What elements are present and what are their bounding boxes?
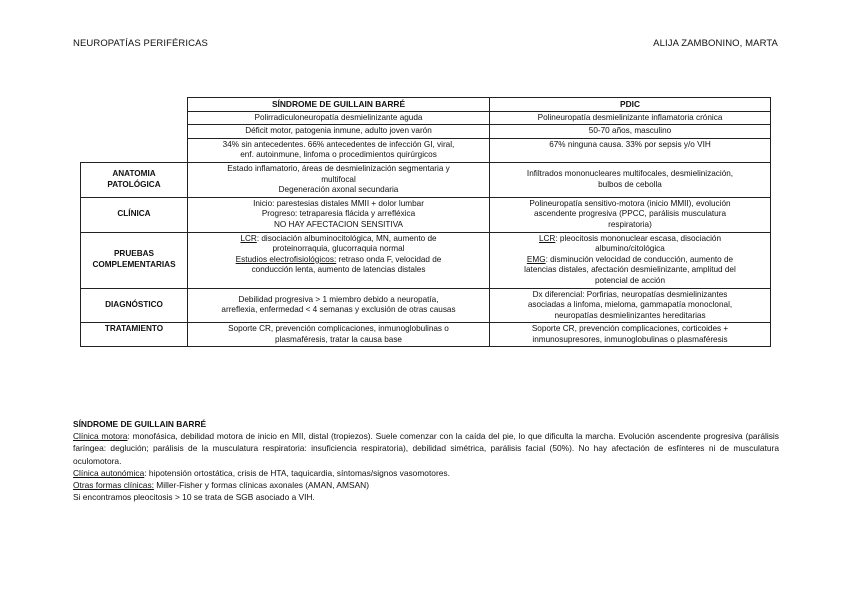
cell-pdic-clinica: Polineuropatía sensitivo-motora (inicio MMII), evolución ascendente progresiva (PPCC, parálisis musculatura respiratoria): [490, 197, 771, 232]
gbs-notes-section: [73, 418, 779, 503]
document-header-right: ALIJA ZAMBONINO, MARTA: [653, 38, 778, 49]
cell-gbs-tratamiento: Soporte CR, prevención complicaciones, inmunoglobulinas o plasmaféresis, tratar la causa base: [188, 323, 490, 347]
table-row: [81, 111, 771, 125]
cell-gbs-profile: Déficit motor, patogenia inmune, adulto joven varón: [188, 125, 490, 139]
row-label-diagnostico: DIAGNÓSTICO: [81, 288, 188, 323]
table-row: [81, 232, 771, 288]
row-label-pruebas: PRUEBAS COMPLEMENTARIAS: [81, 232, 188, 288]
cell-pdic-pruebas: LCR: pleocitosis mononuclear escasa, disociación albumino/citológica EMG: disminución velocidad de conducción, aumento de latencias distales, afectación desmielinizante, amplitud del potencial de acción: [490, 232, 771, 288]
notes-title: SÍNDROME DE GUILLAIN BARRÉ: [73, 419, 207, 429]
col-header-gbs: SÍNDROME DE GUILLAIN BARRÉ: [188, 98, 490, 112]
cell-gbs-diagnostico: Debilidad progresiva > 1 miembro debido a neuropatía, arreflexia, enfermedad < 4 semanas y exclusión de otras causas: [188, 288, 490, 323]
table-row: [81, 323, 771, 347]
cell-pdic-diagnostico: Dx diferencial: Porfirias, neuropatías desmielinizantes asociadas a linfoma, mieloma, gammapatía monoclonal, neuropatías desmielinizantes hereditarias: [490, 288, 771, 323]
cell-gbs-pruebas: LCR: disociación albuminocitológica, MN, aumento de proteinorraquia, glucorraquia normal Estudios electrofisiológicos: retraso onda F, velocidad de conducción lenta, aumento de latencias distales: [188, 232, 490, 288]
document-header-left: NEUROPATÍAS PERIFÉRICAS: [73, 38, 208, 49]
table-header-row: [81, 98, 771, 112]
table-row: [81, 125, 771, 139]
notes-pleocitosis: Si encontramos pleocitosis > 10 se trata de SGB asociado a VIH.: [73, 492, 315, 503]
row-label-anatomia: ANATOMIA PATOLÓGICA: [81, 162, 188, 197]
table-row: [81, 162, 771, 197]
notes-otras-formas: Otras formas clínicas: Miller-Fisher y formas clínicas axonales (AMAN, AMSAN): [73, 480, 369, 491]
cell-gbs-definition: Polirradiculoneuropatía desmielinizante aguda: [188, 111, 490, 125]
notes-clinica-autonomica: Clínica autonómica: hipotensión ortostática, crisis de HTA, taquicardia, síntomas/signos vasomotores.: [73, 467, 450, 478]
table-row: [81, 138, 771, 162]
row-label-clinica: CLÍNICA: [81, 197, 188, 232]
cell-pdic-anatomia: Infiltrados mononucleares multifocales, desmielinización, bulbos de cebolla: [490, 162, 771, 197]
cell-pdic-antecedents: 67% ninguna causa. 33% por sepsis y/o VIH: [490, 138, 771, 162]
col-header-pdic: PDIC: [490, 98, 771, 112]
cell-pdic-definition: Polineuropatía desmielinizante inflamatoria crónica: [490, 111, 771, 125]
cell-gbs-antecedents: 34% sin antecedentes. 66% antecedentes de infección GI, viral, enf. autoinmune, linfoma o procedimientos quirúrgicos: [188, 138, 490, 162]
cell-gbs-anatomia: Estado inflamatorio, áreas de desmielinización segmentaria y multifocal Degeneración axonal secundaria: [188, 162, 490, 197]
comparison-table: [80, 97, 771, 347]
notes-clinica-motora: Clínica motora: monofásica, debilidad motora de inicio en MII, distal (tropiezos). Suele comenzar con la caída del pie, lo que dificulta la marcha. Evolución ascendente progresiva (parálisis faríngea: deglución; parálisis de la musculatura respiratoria: insuficiencia respiratoria), debilidad simétrica, parálisis facial (50%). No hay afectación de esfínteres ni de musculatura oculomotora.: [73, 431, 779, 466]
cell-pdic-profile: 50-70 años, masculino: [490, 125, 771, 139]
row-label-tratamiento: TRATAMIENTO: [81, 323, 188, 347]
cell-pdic-tratamiento: Soporte CR, prevención complicaciones, corticoides + inmunosupresores, inmunoglobulinas o plasmaféresis: [490, 323, 771, 347]
table-row: [81, 197, 771, 232]
table-row: [81, 288, 771, 323]
cell-gbs-clinica: Inicio: parestesias distales MMII + dolor lumbar Progreso: tetraparesia flácida y arrefléxica NO HAY AFECTACION SENSITIVA: [188, 197, 490, 232]
